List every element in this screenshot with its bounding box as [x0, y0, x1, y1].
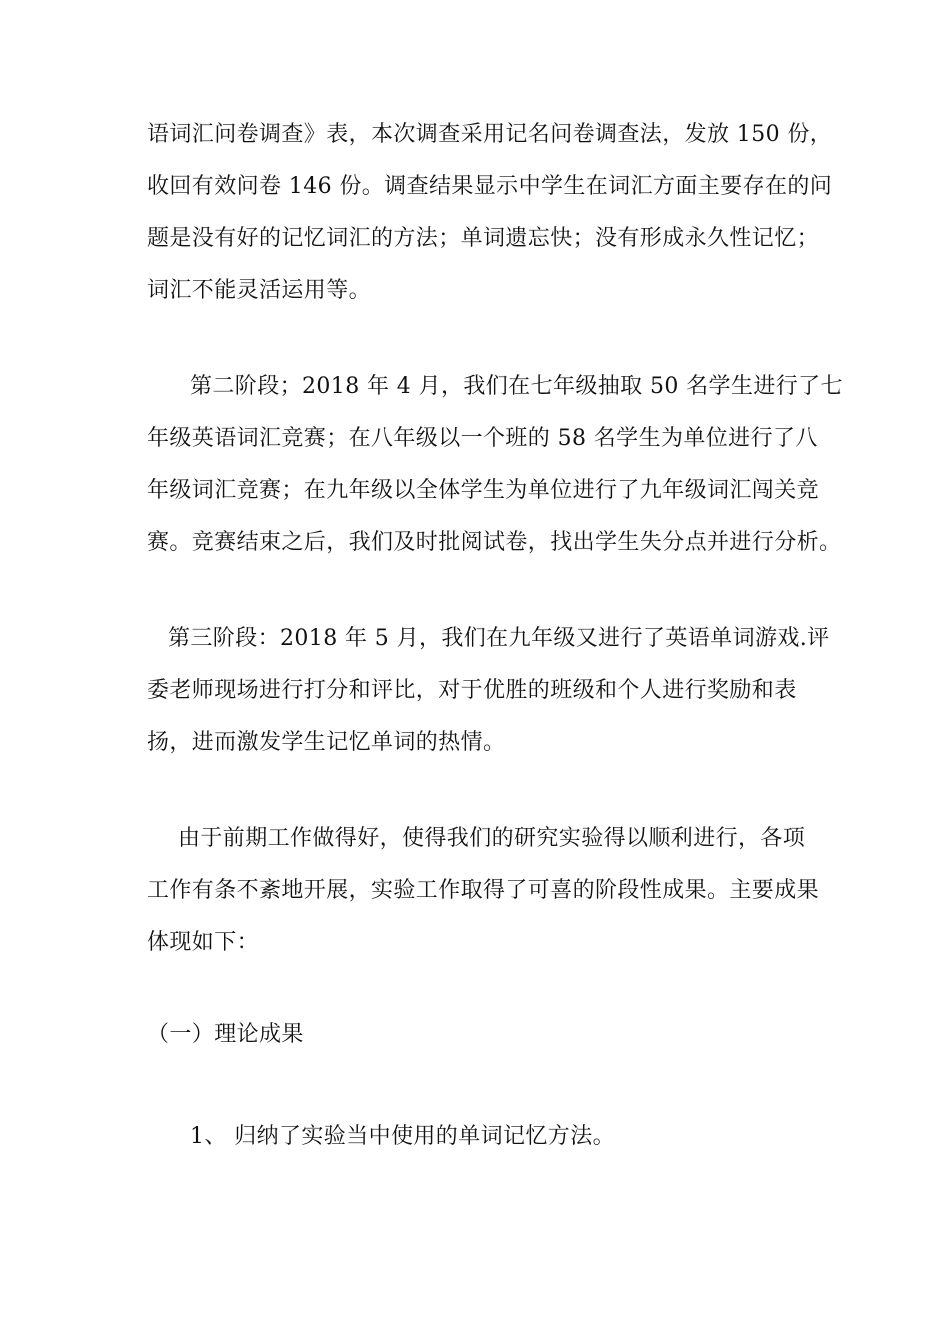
paragraph-1-line-3: 题是没有好的记忆词汇的方法；单词遗忘快；没有形成永久性记忆； [147, 226, 820, 251]
paragraph-2-line-2: 年级英语词汇竞赛；在八年级以一个班的 58 名学生为单位进行了八 [147, 426, 818, 451]
list-item-1: 1、 归纳了实验当中使用的单词记忆方法。 [190, 1124, 615, 1149]
paragraph-1-line-4: 词汇不能灵活运用等。 [147, 278, 372, 303]
paragraph-4-line-3: 体现如下： [147, 930, 260, 955]
paragraph-2-line-3: 年级词汇竞赛；在九年级以全体学生为单位进行了九年级词汇闯关竞 [147, 478, 820, 503]
paragraph-3-line-1: 第三阶段：2018 年 5 月，我们在九年级又进行了英语单词游戏.评 [168, 626, 830, 651]
section-heading: （一）理论成果 [147, 1022, 304, 1047]
paragraph-3-line-3: 扬，进而激发学生记忆单词的热情。 [147, 730, 506, 755]
paragraph-2-line-1: 第二阶段；2018 年 4 月，我们在七年级抽取 50 名学生进行了七 [190, 374, 843, 399]
paragraph-4-line-2: 工作有条不紊地开展，实验工作取得了可喜的阶段性成果。主要成果 [147, 878, 820, 903]
paragraph-1-line-1: 语词汇问卷调查》表，本次调查采用记名问卷调查法，发放 150 份， [147, 122, 833, 147]
paragraph-1-line-2: 收回有效问卷 146 份。调查结果显示中学生在词汇方面主要存在的问 [147, 174, 833, 199]
paragraph-2-line-4: 赛。竞赛结束之后，我们及时批阅试卷，找出学生失分点并进行分析。 [147, 530, 842, 555]
paragraph-4-line-1: 由于前期工作做得好，使得我们的研究实验得以顺利进行，各项 [178, 826, 806, 851]
paragraph-3-line-2: 委老师现场进行打分和评比，对于优胜的班级和个人进行奖励和表 [147, 678, 797, 703]
